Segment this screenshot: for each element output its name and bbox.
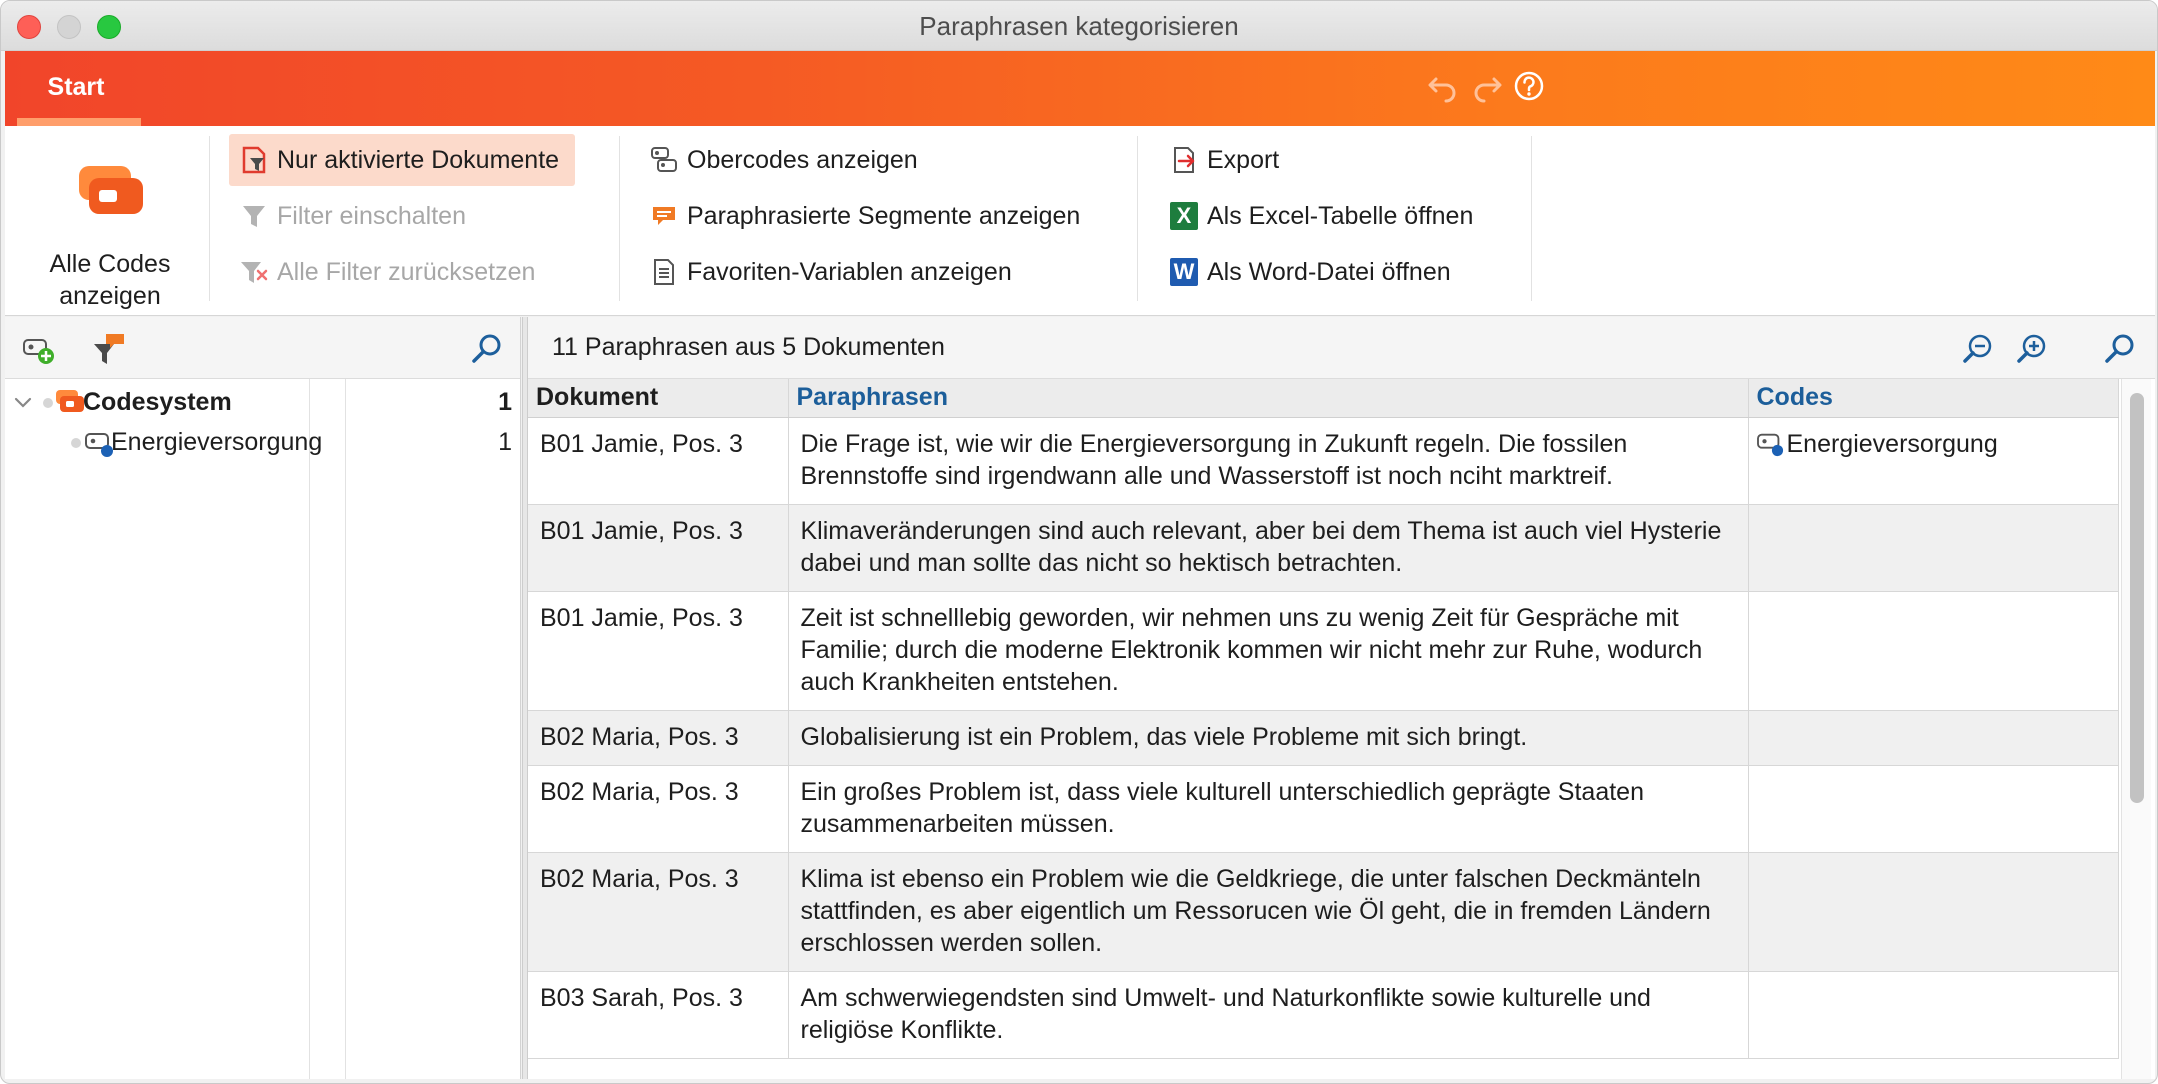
parent-codes-icon (647, 143, 681, 177)
paraphrase-cell[interactable]: Klima ist ebenso ein Problem wie die Geldkriege, die unter falschen Deckmänteln stattfinden, es aber eigentlich um Ressorucen wie Öl geht, die in fremden Ländern erschlossen werden sollen. (788, 852, 1748, 971)
tree-item-codesystem[interactable] (5, 383, 520, 423)
codes-cell[interactable] (1748, 971, 2118, 1058)
paraphrase-cell[interactable]: Am schwerwiegendsten sind Umwelt- und Naturkonflikte sowie kulturelle und religiöse Konflikte. (788, 971, 1748, 1058)
reset-all-filters-button[interactable] (229, 246, 551, 298)
reset-all-filters-label: Alle Filter zurücksetzen (277, 257, 536, 286)
document-cell: B02 Maria, Pos. 3 (528, 765, 788, 852)
table-row[interactable] (528, 852, 2118, 971)
show-all-codes-label-2: anzeigen (59, 282, 161, 310)
undo-icon[interactable] (1423, 69, 1463, 109)
new-code-icon[interactable] (19, 329, 59, 369)
paraphrase-cell[interactable]: Globalisierung ist ein Problem, das viele Probleme mit sich bringt. (788, 710, 1748, 765)
filter-paraphrase-icon[interactable] (89, 329, 129, 369)
show-paraphrased-segments-label: Paraphrasierte Segmente anzeigen (687, 201, 1081, 230)
code-tag[interactable] (1757, 428, 1998, 460)
tree-column-divider (345, 379, 346, 1079)
only-activated-documents-label: Nur aktivierte Dokumente (277, 145, 560, 174)
zoom-out-icon[interactable] (1958, 329, 1998, 369)
table-row[interactable] (528, 591, 2118, 710)
table-info-text: 11 Paraphrasen aus 5 Dokumenten (552, 333, 945, 361)
open-word-label: Als Word-Datei öffnen (1207, 257, 1451, 286)
table-toolbar (528, 317, 2155, 379)
only-activated-documents-button[interactable] (229, 134, 575, 186)
tree-item-label: Codesystem (83, 388, 232, 416)
document-cell: B01 Jamie, Pos. 3 (528, 591, 788, 710)
tree-item-count: 1 (498, 388, 512, 416)
codes-cell[interactable] (1748, 710, 2118, 765)
ribbon-separator (1531, 136, 1532, 301)
code-icon (1757, 431, 1785, 457)
codes-cell[interactable] (1748, 504, 2118, 591)
ribbon-separator (1137, 136, 1138, 301)
chevron-down-icon[interactable] (11, 391, 35, 422)
tree-item-label: Energieversorgung (111, 428, 323, 456)
paraphrase-cell[interactable]: Ein großes Problem ist, dass viele kulturell unterschiedlich geprägte Staaten zusammenarbeiten müssen. (788, 765, 1748, 852)
window-title: Paraphrasen kategorisieren (919, 11, 1239, 41)
search-icon[interactable] (2100, 329, 2140, 369)
variables-list-icon (647, 255, 681, 289)
export-icon (1167, 143, 1201, 177)
status-dot-icon (43, 398, 53, 408)
excel-icon: X (1167, 199, 1201, 233)
zoom-in-icon[interactable] (2012, 329, 2052, 369)
table-row[interactable] (528, 417, 2118, 504)
show-favorite-variables-label: Favoriten-Variablen anzeigen (687, 257, 1012, 286)
status-dot-icon (71, 438, 81, 448)
word-icon: W (1167, 255, 1201, 289)
export-button[interactable] (1159, 134, 1295, 186)
search-icon[interactable] (467, 329, 507, 369)
table-header-row (528, 379, 2118, 417)
tree-column-divider (309, 379, 310, 1079)
codesystem-icon (55, 388, 85, 423)
tree-item-energieversorgung[interactable] (5, 423, 520, 463)
reset-filter-icon (237, 255, 271, 289)
show-parent-codes-label: Obercodes anzeigen (687, 145, 918, 174)
document-cell: B03 Sarah, Pos. 3 (528, 971, 788, 1058)
document-filter-icon (237, 143, 271, 177)
scrollbar-thumb[interactable] (2130, 393, 2144, 803)
column-header-codes[interactable]: Codes (1748, 379, 2118, 417)
help-icon[interactable] (1509, 69, 1549, 109)
document-cell: B01 Jamie, Pos. 3 (528, 504, 788, 591)
show-all-codes-label-1: Alle Codes (49, 250, 171, 278)
table-scrollbar[interactable] (2121, 379, 2151, 1079)
tree-item-count: 1 (498, 428, 512, 456)
show-all-codes-button[interactable] (25, 140, 195, 315)
table-row[interactable] (528, 710, 2118, 765)
filter-on-button[interactable] (229, 190, 482, 242)
ribbon-tab-strip (5, 51, 2155, 126)
filter-on-label: Filter einschalten (277, 201, 466, 230)
export-label: Export (1207, 145, 1280, 174)
codes-cell[interactable] (1748, 852, 2118, 971)
filter-icon (237, 199, 271, 233)
paraphrase-table (528, 379, 2119, 1059)
title-bar (1, 1, 2157, 51)
document-cell: B01 Jamie, Pos. 3 (528, 417, 788, 504)
ribbon-separator (619, 136, 620, 301)
ribbon-body (5, 126, 2155, 316)
paraphrase-table-panel (528, 317, 2155, 1079)
column-header-document[interactable]: Dokument (528, 379, 788, 417)
table-row[interactable] (528, 765, 2118, 852)
codes-icon (77, 162, 147, 222)
paraphrase-cell[interactable]: Klimaveränderungen sind auch relevant, aber bei dem Thema ist auch viel Hysterie dabei und man sollte das nicht so hektisch betrachten. (788, 504, 1748, 591)
codes-cell[interactable] (1748, 417, 2118, 504)
open-excel-label: Als Excel-Tabelle öffnen (1207, 201, 1474, 230)
document-cell: B02 Maria, Pos. 3 (528, 852, 788, 971)
codes-cell[interactable] (1748, 765, 2118, 852)
paraphrase-cell[interactable]: Zeit ist schnelllebig geworden, wir nehmen uns zu wenig Zeit für Gespräche mit Familie; durch die moderne Elektronik kommen wir nicht mehr zur Ruhe, wodurch auch Krankheiten entstehen. (788, 591, 1748, 710)
tab-start[interactable]: Start (11, 51, 141, 126)
document-cell: B02 Maria, Pos. 3 (528, 710, 788, 765)
show-favorite-variables-button[interactable] (639, 246, 1028, 298)
paraphrase-icon (647, 199, 681, 233)
open-word-button[interactable] (1159, 246, 1467, 298)
show-parent-codes-button[interactable] (639, 134, 934, 186)
redo-icon[interactable] (1467, 69, 1507, 109)
code-panel-toolbar (5, 317, 520, 379)
code-system-panel (5, 317, 521, 1079)
table-row[interactable] (528, 971, 2118, 1058)
ribbon-separator (209, 136, 210, 301)
column-header-paraphrase[interactable]: Paraphrasen (788, 379, 1748, 417)
table-row[interactable] (528, 504, 2118, 591)
open-excel-button[interactable] (1159, 190, 1489, 242)
show-paraphrased-segments-button[interactable] (639, 190, 1096, 242)
code-tag-label: Energieversorgung (1786, 429, 1998, 458)
codes-cell[interactable] (1748, 591, 2118, 710)
paraphrase-cell[interactable]: Die Frage ist, wie wir die Energieversorgung in Zukunft regeln. Die fossilen Brennstoffe sind irgendwann alle und Wasserstoff ist noch nciht marktreif. (788, 417, 1748, 504)
